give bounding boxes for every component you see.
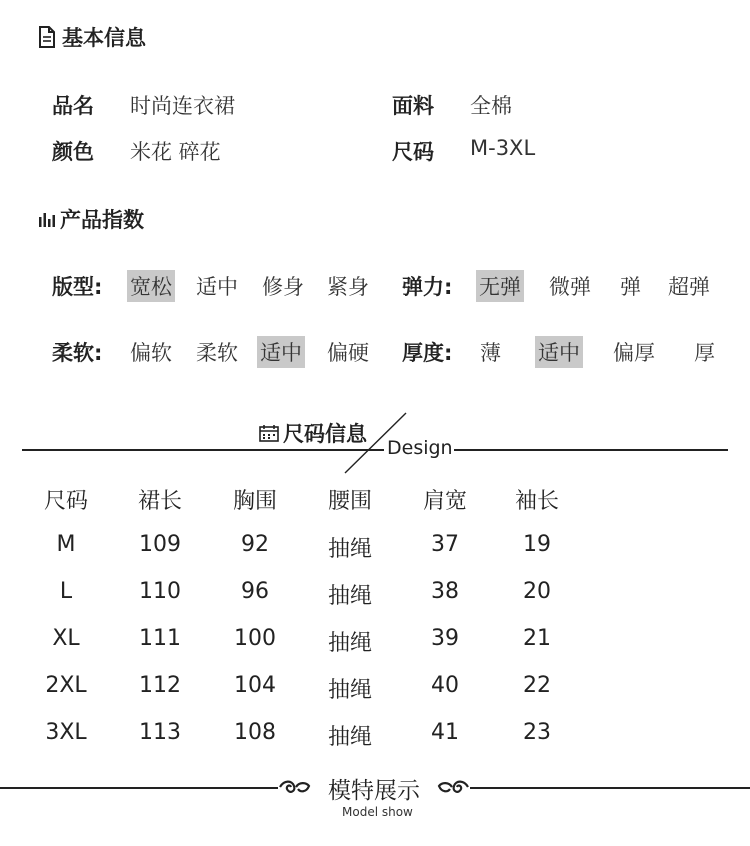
product-index-title: 产品指数	[60, 208, 144, 232]
model-divider-left	[0, 787, 278, 789]
table-cell: 37	[431, 532, 459, 557]
size-divider-right	[454, 449, 728, 451]
elasticity-option-slight: 微弹	[549, 275, 591, 299]
table-cell: 110	[139, 579, 181, 604]
table-cell: 2XL	[45, 673, 87, 698]
label-name: 品名	[52, 94, 94, 118]
table-cell: 96	[241, 579, 269, 604]
table-cell: 104	[234, 673, 276, 698]
size-divider-left	[22, 449, 384, 451]
table-cell: 40	[431, 673, 459, 698]
thickness-option-thin: 薄	[480, 341, 501, 365]
table-cell: 抽绳	[327, 584, 372, 609]
model-show-title: 模特展示	[328, 778, 420, 804]
table-cell: 39	[431, 626, 459, 651]
table-cell: 100	[234, 626, 276, 651]
col-header-length: 裙长	[137, 489, 182, 514]
thickness-option-thick: 厚	[694, 341, 715, 365]
table-cell: 108	[234, 720, 276, 745]
col-header-sleeve: 袖长	[514, 489, 559, 514]
document-icon	[38, 26, 56, 48]
table-cell: 3XL	[45, 720, 87, 745]
thickness-option-medium: 适中	[535, 336, 583, 368]
table-cell: 19	[523, 532, 551, 557]
label-size: 尺码	[392, 140, 434, 164]
label-fabric: 面料	[392, 94, 434, 118]
label-color: 颜色	[52, 140, 94, 164]
elasticity-label: 弹力:	[402, 275, 453, 299]
table-cell: 20	[523, 579, 551, 604]
elasticity-option-super: 超弹	[668, 275, 710, 299]
calendar-icon	[259, 424, 279, 442]
table-cell: 抽绳	[327, 678, 372, 703]
col-header-bust: 胸围	[232, 489, 277, 514]
elasticity-option-elastic: 弹	[620, 275, 641, 299]
softness-option-hard: 偏硬	[327, 341, 369, 365]
right-scroll-ornament-icon	[436, 776, 470, 798]
table-cell: 抽绳	[327, 725, 372, 750]
thickness-option-thick-ish: 偏厚	[613, 341, 655, 365]
table-cell: 113	[139, 720, 181, 745]
table-cell: 38	[431, 579, 459, 604]
fit-option-loose: 宽松	[127, 270, 175, 302]
softness-option-soft: 偏软	[130, 341, 172, 365]
table-cell: 92	[241, 532, 269, 557]
design-subtitle: Design	[387, 437, 453, 459]
fit-option-slim: 修身	[262, 275, 304, 299]
col-header-size: 尺码	[43, 489, 88, 514]
softness-label: 柔软:	[52, 341, 103, 365]
value-fabric: 全棉	[470, 94, 512, 118]
model-divider-right	[470, 787, 750, 789]
table-cell: XL	[52, 626, 80, 651]
elasticity-option-none: 无弹	[476, 270, 524, 302]
value-color: 米花 碎花	[130, 140, 221, 164]
table-cell: 22	[523, 673, 551, 698]
table-cell: 112	[139, 673, 181, 698]
basic-info-header	[38, 22, 146, 52]
table-cell: 109	[139, 532, 181, 557]
basic-info-title: 基本信息	[62, 26, 146, 50]
fit-label: 版型:	[52, 275, 103, 299]
value-size: M-3XL	[470, 136, 536, 160]
table-cell: 111	[139, 626, 181, 651]
table-cell: M	[56, 532, 76, 557]
thickness-label: 厚度:	[402, 341, 453, 365]
table-cell: L	[59, 579, 73, 604]
product-index-header	[38, 204, 144, 234]
left-scroll-ornament-icon	[278, 776, 312, 798]
softness-option-medium: 适中	[257, 336, 305, 368]
softness-option-very-soft: 柔软	[196, 341, 238, 365]
table-cell: 21	[523, 626, 551, 651]
bar-chart-icon	[38, 210, 56, 228]
fit-option-tight: 紧身	[327, 275, 369, 299]
fit-option-regular: 适中	[196, 275, 238, 299]
table-cell: 23	[523, 720, 551, 745]
table-cell: 41	[431, 720, 459, 745]
col-header-waist: 腰围	[327, 489, 372, 514]
col-header-shoulder: 肩宽	[422, 489, 467, 514]
model-show-subtitle: Model show	[342, 805, 413, 819]
value-name: 时尚连衣裙	[130, 94, 235, 118]
table-cell: 抽绳	[327, 631, 372, 656]
size-info-title: 尺码信息	[283, 422, 367, 446]
table-cell: 抽绳	[327, 537, 372, 562]
